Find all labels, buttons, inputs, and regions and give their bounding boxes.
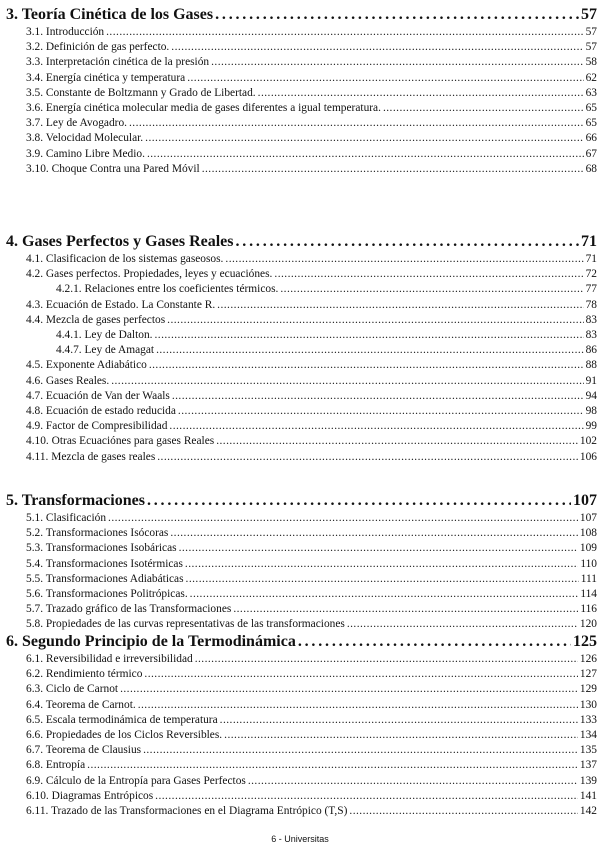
- toc-section-label: 4.10. Otras Ecuaciónes para gases Reales: [26, 435, 215, 448]
- dot-leader: [233, 603, 578, 615]
- toc-section: [26, 573, 597, 585]
- dot-leader: [186, 573, 579, 585]
- toc-section: [26, 542, 597, 554]
- dot-leader: [179, 542, 578, 554]
- toc-section: [26, 435, 597, 447]
- toc-section-label: 6.8. Entropía: [26, 759, 86, 772]
- toc-section-page-number: 116: [580, 603, 597, 616]
- dot-leader: [202, 163, 584, 175]
- chapter-heading-label: 5. Transformaciones: [6, 492, 145, 509]
- toc-section-page-number: 135: [579, 744, 597, 757]
- chapter-heading: [6, 233, 597, 251]
- dot-leader: [149, 359, 584, 371]
- toc-section: [26, 56, 597, 68]
- toc-section-page-number: 57: [585, 41, 597, 54]
- toc-section-page-number: 62: [585, 71, 597, 84]
- dot-leader: [383, 102, 584, 114]
- toc-section-page-number: 114: [580, 588, 597, 600]
- toc-subsection: [56, 329, 597, 341]
- toc-section: [26, 253, 597, 265]
- dot-leader: [106, 26, 583, 38]
- toc-section-label: 4.1. Clasificacion de los sistemas gaseosos.: [26, 253, 224, 265]
- toc-section-label: 6.11. Trazado de las Transformaciones en el Diagrama Entrópico (T,S): [26, 805, 348, 817]
- toc-section-page-number: 91: [585, 374, 597, 387]
- toc-section-label: 6.5. Escala termodinámica de temperatura: [26, 713, 218, 726]
- toc-section-page-number: 142: [579, 805, 597, 817]
- dot-leader: [349, 805, 578, 817]
- toc-section-page-number: 72: [585, 268, 597, 281]
- toc-section: [26, 714, 597, 726]
- dot-leader: [138, 699, 578, 711]
- dot-leader: [157, 451, 578, 463]
- toc-section: [26, 148, 597, 160]
- toc-section-page-number: 58: [585, 56, 597, 69]
- toc-section-page-number: 67: [585, 147, 597, 160]
- toc-subsection-label: 4.4.1. Ley de Dalton.: [56, 329, 153, 341]
- dot-leader: [155, 790, 578, 802]
- toc-section-label: 3.2. Definición de gas perfecto.: [26, 41, 170, 54]
- toc-section: [26, 102, 597, 114]
- chapter-heading-label: 3. Teoría Cinética de los Gases: [6, 6, 214, 23]
- toc-section: [26, 744, 597, 756]
- toc-section-page-number: 98: [585, 405, 597, 417]
- toc-section-page-number: 141: [579, 789, 597, 802]
- toc-section-page-number: 126: [579, 653, 597, 665]
- dot-leader: [87, 759, 578, 771]
- toc-section-label: 4.5. Exponente Adiabático: [26, 359, 147, 372]
- toc-section-page-number: 65: [585, 117, 597, 130]
- toc-section-page-number: 133: [579, 713, 597, 726]
- toc-section-label: 3.8. Velocidad Molecular.: [26, 132, 144, 145]
- dot-leader: [143, 744, 578, 756]
- toc-section-label: 4.9. Factor de Compresibilidad: [26, 420, 168, 433]
- toc-subsection-page-number: 86: [585, 344, 597, 357]
- toc-section-label: 3.1. Introducción: [26, 26, 105, 38]
- toc-section: [26, 314, 597, 326]
- toc-section: [26, 653, 597, 665]
- chapter-heading: [6, 492, 597, 510]
- toc-section: [26, 359, 597, 371]
- page-footer: 6 - Universitas: [271, 834, 329, 844]
- toc-section-page-number: 110: [580, 557, 597, 570]
- toc-section: [26, 683, 597, 695]
- toc-section-page-number: 66: [585, 132, 597, 145]
- chapter-heading: [6, 6, 597, 24]
- dot-leader: [169, 420, 583, 432]
- toc-section-label: 4.8. Ecuación de estado reducida: [26, 405, 176, 417]
- toc-section-page-number: 83: [585, 313, 597, 326]
- toc-section-label: 4.11. Mezcla de gases reales: [26, 450, 156, 463]
- toc-section: [26, 729, 597, 741]
- toc-section-label: 5.8. Propiedades de las curvas representativas de las transformaciones: [26, 618, 345, 631]
- toc-section-label: 4.6. Gases Reales.: [26, 374, 110, 387]
- dot-leader: [215, 6, 579, 24]
- toc-section: [26, 512, 597, 524]
- toc-section-label: 3.3. Interpretación cinética de la presión: [26, 56, 210, 69]
- dot-leader: [156, 344, 584, 356]
- toc-section-page-number: 57: [585, 26, 597, 38]
- toc-section-label: 6.1. Reversibilidad e irreversibilidad: [26, 653, 193, 665]
- toc-section-page-number: 129: [579, 683, 597, 696]
- toc-section-page-number: 102: [579, 435, 597, 448]
- chapter-heading-page-number: 107: [573, 492, 597, 509]
- toc-section: [26, 87, 597, 99]
- toc-section: [26, 668, 597, 680]
- toc-section-label: 6.6. Propiedades de los Ciclos Reversibles.: [26, 729, 223, 741]
- chapter-heading-page-number: 57: [581, 6, 597, 23]
- toc-section-label: 6.2. Rendimiento térmico: [26, 668, 143, 681]
- dot-leader: [147, 492, 571, 510]
- toc-section-label: 4.2. Gases perfectos. Propiedades, leyes y ecuaciónes.: [26, 268, 273, 281]
- dot-leader: [236, 233, 580, 251]
- toc-section-page-number: 134: [579, 729, 597, 741]
- dot-leader: [274, 268, 583, 280]
- toc-section-label: 5.2. Transformaciones Isócoras: [26, 527, 169, 540]
- toc-subsection-page-number: 77: [585, 283, 597, 296]
- toc-section-label: 3.6. Energía cinética molecular media de gases diferentes a igual temperatura.: [26, 102, 381, 114]
- toc-section: [26, 41, 597, 53]
- dot-leader: [185, 558, 578, 570]
- dot-leader: [195, 653, 578, 665]
- dot-leader: [190, 588, 579, 600]
- toc-section: [26, 603, 597, 615]
- toc-section: [26, 163, 597, 175]
- dot-leader: [258, 87, 584, 99]
- toc-section: [26, 588, 597, 600]
- toc-section-label: 5.1. Clasificación: [26, 512, 107, 524]
- toc-section: [26, 72, 597, 84]
- toc-section: [26, 558, 597, 570]
- toc-section-page-number: 88: [585, 359, 597, 372]
- toc-subsection: [56, 283, 597, 295]
- dot-leader: [298, 633, 571, 651]
- toc-section-label: 4.3. Ecuación de Estado. La Constante R.: [26, 298, 216, 311]
- toc-section: [26, 790, 597, 802]
- toc-section-label: 3.4. Energía cinética y temperatura: [26, 71, 186, 84]
- dot-leader: [147, 148, 584, 160]
- dot-leader: [129, 117, 584, 129]
- chapter-heading-page-number: 125: [573, 633, 597, 650]
- toc-section-label: 4.4. Mezcla de gases perfectos: [26, 313, 166, 326]
- toc-section-page-number: 71: [585, 253, 597, 265]
- toc-section: [26, 618, 597, 630]
- dot-leader: [144, 668, 577, 680]
- toc-section-label: 5.5. Transformaciones Adiabáticas: [26, 572, 184, 585]
- toc-section: [26, 699, 597, 711]
- toc-section-label: 6.7. Teorema de Clausius: [26, 744, 142, 757]
- toc-section-label: 5.7. Trazado gráfico de las Transformaciones: [26, 603, 232, 616]
- chapter-heading-page-number: 71: [581, 233, 597, 250]
- toc-subsection-label: 4.2.1. Relaciones entre los coeficientes térmicos.: [56, 283, 279, 296]
- chapter-heading-label: 4. Gases Perfectos y Gases Reales: [6, 233, 234, 250]
- dot-leader: [224, 729, 578, 741]
- toc-section-page-number: 106: [579, 450, 597, 463]
- dot-leader: [171, 41, 583, 53]
- toc-subsection-page-number: 83: [585, 329, 597, 341]
- chapter-heading-label: 6. Segundo Principio de la Termodinámica: [6, 633, 296, 650]
- toc-section: [26, 299, 597, 311]
- toc-section: [26, 390, 597, 402]
- toc-section-page-number: 65: [585, 102, 597, 114]
- toc-section-label: 3.5. Constante de Boltzmann y Grado de Libertad.: [26, 86, 256, 99]
- toc-section: [26, 451, 597, 463]
- dot-leader: [170, 527, 578, 539]
- toc-section-label: 3.10. Choque Contra una Pared Móvil: [26, 162, 200, 175]
- toc-section-page-number: 108: [579, 527, 597, 540]
- dot-leader: [154, 329, 583, 341]
- toc-section: [26, 527, 597, 539]
- toc-section-label: 5.3. Transformaciones Isobáricas: [26, 542, 177, 555]
- dot-leader: [280, 283, 583, 295]
- toc-section: [26, 405, 597, 417]
- toc-section-label: 3.7. Ley de Avogadro.: [26, 117, 128, 130]
- toc-section-label: 6.4. Teorema de Carnot.: [26, 698, 136, 711]
- dot-leader: [178, 405, 584, 417]
- toc-section-page-number: 127: [579, 668, 597, 681]
- toc-section: [26, 268, 597, 280]
- toc-section: [26, 805, 597, 817]
- toc-section-page-number: 63: [585, 86, 597, 99]
- dot-leader: [216, 435, 578, 447]
- dot-leader: [111, 375, 583, 387]
- toc-section-label: 4.7. Ecuación de Van der Waals: [26, 389, 170, 402]
- toc-section: [26, 375, 597, 387]
- toc-section-page-number: 109: [579, 542, 597, 555]
- dot-leader: [248, 775, 578, 787]
- toc-section-page-number: 111: [580, 572, 597, 585]
- toc-section-label: 5.6. Transformaciones Politrópicas.: [26, 588, 188, 600]
- chapter-heading: [6, 633, 597, 651]
- dot-leader: [211, 56, 583, 68]
- toc-section-page-number: 68: [585, 162, 597, 175]
- toc-subsection: [56, 344, 597, 356]
- toc-section: [26, 132, 597, 144]
- dot-leader: [347, 618, 578, 630]
- toc-section: [26, 117, 597, 129]
- toc-section: [26, 420, 597, 432]
- toc-section-label: 6.10. Diagramas Entrópicos: [26, 789, 154, 802]
- toc-subsection-label: 4.4.7. Ley de Amagat: [56, 344, 155, 357]
- toc-section: [26, 759, 597, 771]
- dot-leader: [108, 512, 578, 524]
- toc-section-page-number: 99: [585, 420, 597, 433]
- toc-section-label: 6.9. Cálculo de la Entropía para Gases Perfectos: [26, 774, 246, 787]
- dot-leader: [220, 714, 578, 726]
- toc-section-label: 3.9. Camino Libre Medio.: [26, 147, 145, 160]
- dot-leader: [145, 132, 583, 144]
- dot-leader: [225, 253, 583, 265]
- toc-section: [26, 26, 597, 38]
- dot-leader: [167, 314, 583, 326]
- toc-section-page-number: 107: [579, 512, 597, 524]
- toc-section-label: 6.3. Ciclo de Carnot: [26, 683, 119, 696]
- toc-section-page-number: 137: [579, 759, 597, 772]
- dot-leader: [172, 390, 584, 402]
- toc-section-page-number: 120: [579, 618, 597, 631]
- toc-section-page-number: 94: [585, 389, 597, 402]
- dot-leader: [120, 683, 578, 695]
- dot-leader: [187, 72, 583, 84]
- toc-section-label: 5.4. Transformaciones Isotérmicas: [26, 557, 183, 570]
- dot-leader: [217, 299, 583, 311]
- toc-section-page-number: 130: [579, 698, 597, 711]
- toc-section-page-number: 139: [579, 774, 597, 787]
- toc-section-page-number: 78: [585, 298, 597, 311]
- toc-section: [26, 775, 597, 787]
